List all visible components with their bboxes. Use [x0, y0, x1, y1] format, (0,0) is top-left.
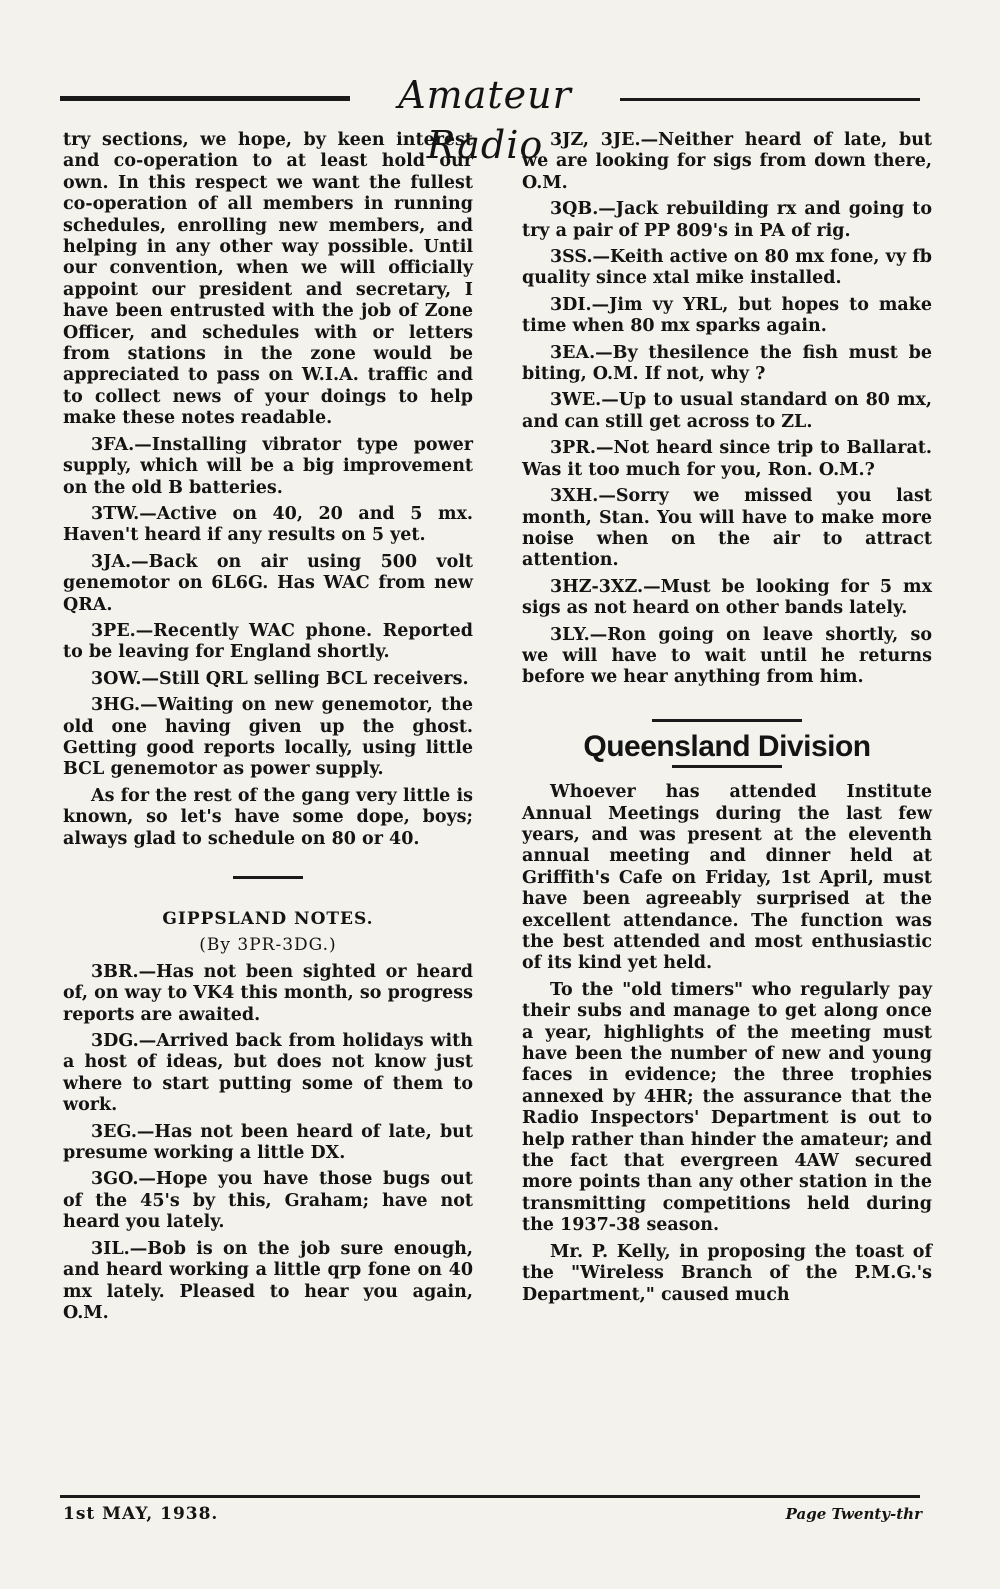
paragraph: 3XH.—Sorry we missed you last month, Stan. You will have to make more noise when on the air to attract attention. — [522, 486, 932, 571]
paragraph: 3DG.—Arrived back from holidays with a host of ideas, but does not know just where to start putting some of them to work. — [63, 1031, 473, 1116]
masthead-rule-right — [620, 98, 920, 101]
left-column — [63, 130, 473, 1329]
masthead-title: Amateur Radio — [398, 73, 572, 167]
footer-rule — [60, 1495, 920, 1498]
heading-underline — [672, 765, 782, 768]
section-divider — [233, 876, 303, 879]
paragraph: Whoever has attended Institute Annual Meetings during the last few years, and was present at the eleventh annual meeting and dinner held at Griffith's Cafe on Friday, 1st April, must have been agreeably surprised at the excellent attendance. The function was the best attended and most enthusiastic of its kind yet held. — [522, 782, 932, 974]
paragraph: 3TW.—Active on 40, 20 and 5 mx. Haven't heard if any results on 5 yet. — [63, 503, 473, 546]
paragraph: 3HG.—Waiting on new genemotor, the old one having given up the ghost. Getting good reports locally, using little BCL genemotor as power supply. — [63, 695, 473, 780]
paragraph: To the "old timers" who regularly pay their subs and manage to get along once a year, highlights of the meeting must have been the number of new and young faces in evidence; the three trophies annexed by 4HR; the assurance that the Radio Inspectors' Department is out to help rather than hinder the amateur; and the fact that evergreen 4AW secured more points than any other station in the transmitting competitions held during the 1937-38 season. — [522, 979, 932, 1236]
paragraph: 3OW.—Still QRL selling BCL receivers. — [91, 668, 469, 689]
queensland-heading: Queensland Division — [583, 729, 871, 763]
gippsland-heading: GIPPSLAND NOTES. — [162, 909, 374, 929]
paragraph: 3DI.—Jim vy YRL, but hopes to make time when 80 mx sparks again. — [522, 294, 932, 337]
paragraph: 3EG.—Has not been heard of late, but presume working a little DX. — [63, 1121, 473, 1164]
masthead-rule-left — [60, 96, 350, 101]
section-divider — [652, 719, 802, 722]
paragraph: As for the rest of the gang very little is known, so let's have some dope, boys; always glad to schedule on 80 or 40. — [63, 785, 473, 849]
paragraph: 3GO.—Hope you have those bugs out of the 45's by this, Graham; have not heard you lately. — [63, 1169, 473, 1233]
paragraph: 3PE.—Recently WAC phone. Reported to be leaving for England shortly. — [63, 620, 473, 663]
paragraph: 3JZ, 3JE.—Neither heard of late, but we are looking for sigs from down there, O.M. — [522, 130, 932, 193]
paragraph: 3IL.—Bob is on the job sure enough, and heard working a little qrp fone on 40 mx lately. Pleased to hear you again, O.M. — [63, 1238, 473, 1323]
paragraph: 3BR.—Has not been sighted or heard of, on way to VK4 this month, so progress reports are awaited. — [63, 961, 473, 1025]
paragraph: 3EA.—By thesilence the fish must be biting, O.M. If not, why ? — [522, 342, 932, 385]
paragraph: 3LY.—Ron going on leave shortly, so we will have to wait until he returns before we hear anything from him. — [522, 624, 932, 688]
paragraph: 3PR.—Not heard since trip to Ballarat. Was it too much for you, Ron. O.M.? — [522, 438, 932, 480]
paragraph: 3WE.—Up to usual standard on 80 mx, and can still get across to ZL. — [522, 390, 932, 432]
issue-date: 1st MAY, 1938. — [63, 1504, 219, 1524]
gippsland-byline: (By 3PR-3DG.) — [199, 935, 337, 956]
paragraph: 3JA.—Back on air using 500 volt genemotor on 6L6G. Has WAC from new QRA. — [63, 551, 473, 615]
paragraph: 3QB.—Jack rebuilding rx and going to try a pair of PP 809's in PA of rig. — [522, 199, 932, 241]
paragraph: 3SS.—Keith active on 80 mx fone, vy fb quality since xtal mike installed. — [522, 247, 932, 289]
paragraph: Mr. P. Kelly, in proposing the toast of the "Wireless Branch of the P.M.G.'s Department," caused much — [522, 1241, 932, 1305]
paragraph: try sections, we hope, by keen interest and co-operation to at least hold our own. In this respect we want the fullest co-operation of all members in running schedules, enrolling new members, and helping in any other way possible. Until our convention, when we will officially appoint our president and secretary, I have been entrusted with the job of Zone Officer, and schedules with or letters from stations in the zone would be appreciated to pass on W.I.A. traffic and to collect news of your doings to help make these notes readable. — [63, 130, 473, 429]
paragraph: 3HZ-3XZ.—Must be looking for 5 mx sigs as not heard on other bands lately. — [522, 576, 932, 619]
right-column — [522, 130, 932, 1311]
paragraph: 3FA.—Installing vibrator type power supply, which will be a big improvement on the old B batteries. — [63, 434, 473, 498]
page-number: Page Twenty-thr — [785, 1505, 922, 1523]
